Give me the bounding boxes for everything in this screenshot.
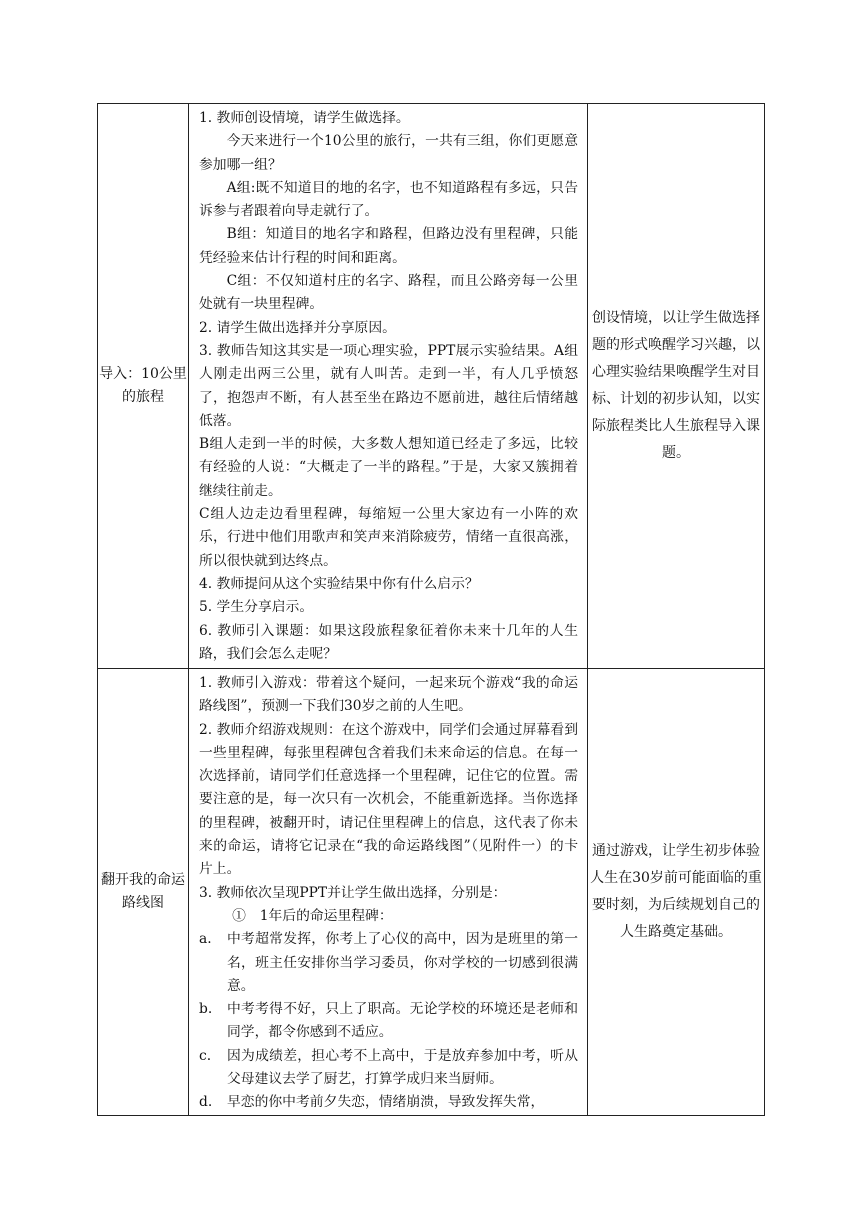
option-marker: c. [199, 1047, 212, 1064]
paragraph: 今天来进行一个10公里的旅行，一共有三组，你们更愿意参加哪一组？ [199, 133, 578, 173]
option-item [199, 928, 578, 998]
paragraph: 6. 教师引入课题：如果这段旅程象征着你未来十几年的人生路，我们会怎么走呢？ [199, 622, 578, 662]
paragraph: B组人走到一半的时候，大多数人想知道已经走了多远，比较有经验的人说：“大概走了一半的路程。”于是，大家又簇拥着继续往前走。 [199, 436, 578, 499]
paragraph: 4. 教师提问从这个实验结果中你有什么启示？ [199, 575, 479, 592]
table-row [98, 669, 765, 1116]
option-text: 中考考得不好，只上了职高。无论学校的环境还是老师和同学，都令你感到不适应。 [227, 1001, 578, 1041]
option-text: 早恋的你中考前夕失恋，情绪崩溃，导致发挥失常， [227, 1094, 545, 1111]
stage-cell: 导入：10公里的旅程 [98, 104, 189, 669]
content-cell [189, 104, 588, 669]
lesson-plan-table [97, 103, 765, 1116]
paragraph: 1. 教师创设情境，请学生做选择。 [199, 110, 410, 126]
paragraph: B组：知道目的地名字和路程，但路边没有里程碑，只能凭经验来估计行程的时间和距离。 [199, 226, 578, 266]
option-item [199, 1045, 578, 1092]
table-row [98, 104, 765, 669]
option-marker: b. [199, 1001, 213, 1018]
paragraph: 2. 请学生做出选择并分享原因。 [199, 319, 396, 336]
stage-cell: 翻开我的命运路线图 [98, 669, 189, 1116]
paragraph: 2. 教师介绍游戏规则：在这个游戏中，同学们会通过屏幕看到一些里程碑，每张里程碑包含着我们未来命运的信息。在每一次选择前，请同学们任意选择一个里程碑，记住它的位置。需要注意的是，每一次只有一次机会，不能重新选择。当你选择的里程碑，被翻开时，请记住里程碑上的信息，这代表了你未来的命运，请将它记录在“我的命运路线图”（见附件一）的卡片上。 [199, 721, 578, 878]
option-marker: d. [199, 1094, 213, 1111]
purpose-cell: 通过游戏，让学生初步体验人生在30岁前可能面临的重要时刻，为后续规划自己的人生路奠定基础。 [588, 669, 765, 1116]
content-cell [189, 669, 588, 1116]
paragraph: 3. 教师告知这其实是一项心理实验，PPT展示实验结果。A组人刚走出两三公里，就有人叫苦。走到一半，有人几乎愤怒了，抱怨声不断，有人甚至坐在路边不愿前进，越往后情绪越低落。 [199, 342, 578, 429]
option-text: 中考超常发挥，你考上了心仪的高中，因为是班里的第一名，班主任安排你当学习委员，你对学校的一切感到很满意。 [227, 931, 578, 994]
option-item [199, 1091, 578, 1114]
paragraph: A组:既不知道目的地的名字，也不知道路程有多远，只告诉参与者跟着向导走就行了。 [199, 179, 578, 220]
sub-heading: ① 1年后的命运里程碑： [232, 907, 393, 924]
option-marker: a. [199, 931, 212, 948]
paragraph: C组人边走边看里程碑，每缩短一公里大家边有一小阵的欢乐，行进中他们用歌声和笑声来消除疲劳，情绪一直很高涨，所以很快就到达终点。 [199, 506, 578, 569]
paragraph: C组：不仅知道村庄的名字、路程，而且公路旁每一公里处就有一块里程碑。 [199, 273, 578, 313]
option-text: 因为成绩差，担心考不上高中，于是放弃参加中考，听从父母建议去学了厨艺，打算学成归来当厨师。 [227, 1047, 578, 1088]
paragraph: 3. 教师依次呈现PPT并让学生做出选择，分别是： [199, 884, 507, 901]
paragraph: 1. 教师引入游戏：带着这个疑问，一起来玩个游戏“我的命运路线图”，预测一下我们30岁之前的人生吧。 [199, 675, 578, 715]
purpose-cell: 创设情境，以让学生做选择题的形式唤醒学习兴趣，以心理实验结果唤醒学生对目标、计划的初步认知，以实际旅程类比人生旅程导入课题。 [588, 104, 765, 669]
option-item [199, 998, 578, 1045]
paragraph: 5. 学生分享启示。 [199, 599, 314, 616]
